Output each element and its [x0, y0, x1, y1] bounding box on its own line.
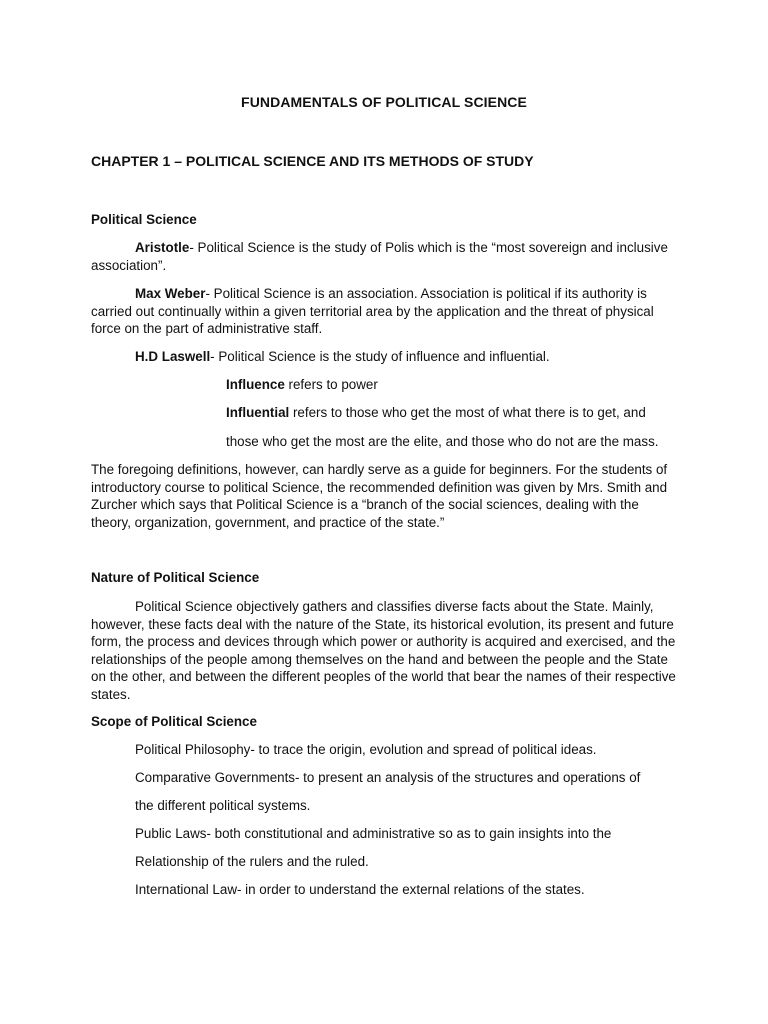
scope-item: Comparative Governments- to present an analysis of the structures and operations of — [135, 770, 641, 785]
definition-author: H.D Laswell — [135, 349, 211, 364]
term-text: refers to those who get the most of what there is to get, and — [289, 405, 646, 420]
definition-text: - Political Science is the study of Polis which is the “most sovereign and inclusive association”. — [91, 240, 668, 273]
term-label: Influence — [226, 377, 285, 392]
definition-aristotle — [91, 239, 681, 274]
heading-nature: Nature of Political Science — [91, 570, 260, 585]
term-influential — [226, 405, 646, 420]
definition-laswell — [91, 348, 681, 366]
definition-author: Aristotle — [135, 240, 190, 255]
scope-item: the different political systems. — [135, 798, 311, 813]
term-influence — [226, 377, 378, 392]
term-influential-continued: those who get the most are the elite, and those who do not are the mass. — [226, 434, 659, 449]
term-text: refers to power — [284, 377, 378, 392]
nature-paragraph: Political Science objectively gathers and classifies diverse facts about the State. Mainly, however, these facts deal with the nature of the State, its historical evolution, its present and future form, the process and devices through which power or authority is acquired and exercised, and the relationships of the people among themselves on the hand and between the people and the State on the other, and between the different peoples of the world that bear the names of their respective states. — [91, 599, 676, 702]
foregoing-paragraph: The foregoing definitions, however, can hardly serve as a guide for beginners. For the students of introductory course to political Science, the recommended definition was given by Mrs. Smith and Zurcher which says that Political Science is a “branch of the social sciences, dealing with the theory, organization, government, and practice of the state.” — [91, 462, 668, 530]
document-title: FUNDAMENTALS OF POLITICAL SCIENCE — [241, 94, 527, 110]
term-label: Influential — [226, 405, 290, 420]
scope-item: International Law- in order to understand the external relations of the states. — [135, 882, 585, 897]
definition-weber — [91, 285, 681, 338]
heading-political-science: Political Science — [91, 212, 197, 227]
scope-item: Public Laws- both constitutional and administrative so as to gain insights into the — [135, 826, 612, 841]
scope-item: Political Philosophy- to trace the origin, evolution and spread of political ideas. — [135, 742, 597, 757]
definition-text: - Political Science is the study of influence and influential. — [210, 349, 550, 364]
definition-author: Max Weber — [135, 286, 206, 301]
heading-scope: Scope of Political Science — [91, 714, 257, 729]
definition-text: - Political Science is an association. Association is political if its authority is carried out continually within a given territorial area by the application and the threat of physical force on the part of administrative staff. — [91, 286, 654, 337]
scope-item: Relationship of the rulers and the ruled. — [135, 854, 369, 869]
chapter-title: CHAPTER 1 – POLITICAL SCIENCE AND ITS METHODS OF STUDY — [91, 153, 534, 169]
